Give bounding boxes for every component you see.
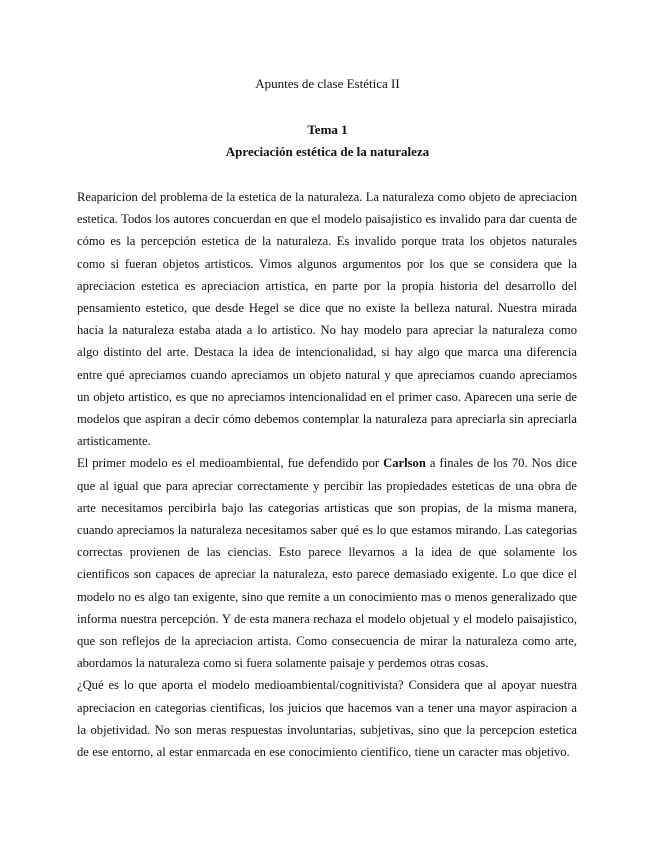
page-header: Apuntes de clase Estética II bbox=[255, 76, 400, 91]
author-name: Carlson bbox=[383, 456, 426, 471]
paragraph-2-rest: a finales de los 70. Nos dice que al igual que para apreciar correctamente y percibir las propiedades esteticas de una obra de arte necesitamos percibirla bajo las categorias artisticas que son propias, de la misma manera, cuando apreciamos la naturaleza necesitamos saber qué es lo que estamos mirando. Las categorias correctas provienen de las ciencias. Esto parece llevarnos a la idea de que solamente los cientificos son capaces de apreciar la naturaleza, esto parece demasiado exigente. Lo que dice el modelo no es algo tan exigente, sino que remite a un conocimiento mas o menos generalizado que informa nuestra percepción. Y de esta manera rechaza el modelo objetual y el modelo paisajistico, que son reflejos de la apreciacion artista. Como consecuencia de mirar la naturaleza como arte, abordamos la naturaleza como si fuera solamente paisaje y perdemos otras cosas. bbox=[77, 456, 577, 671]
paragraph-3: ¿Qué es lo que aporta el modelo medioambiental/cognitivista? Considera que al apoyar nuestra apreciacion en categorias cientificas, los juicios que hacemos van a tener una mayor aspiracion a la objetividad. No son meras respuestas involuntarias, subjetivas, sino que la percepcion estetica de ese entorno, al estar enmarcada en ese conocimiento cientifico, tiene un caracter mas objetivo. bbox=[77, 678, 577, 760]
paragraph-1: Reaparicion del problema de la estetica de la naturaleza. La naturaleza como objeto de apreciacion estetica. Todos los autores concuerdan en que el modelo paisajistico es invalido para dar cuenta de cómo es la percepción estetica de la naturaleza. Es invalido porque trata los objetos naturales como si fueran objetos artisticos. Vimos algunos argumentos por los que se considera que la apreciacion estetica es apreciacion artistica, en parte por la propia historia del desarrollo del pensamiento estetico, que desde Hegel se dice que no existe la belleza natural. Nuestra mirada hacia la naturaleza estaba atada a lo artistico. No hay modelo para apreciar la naturaleza como algo distinto del arte. Destaca la idea de intencionalidad, si hay algo que marca una diferencia entre qué apreciamos cuando apreciamos un objeto natural y que apreciamos cuando apreciamos un objeto artistico, es que no apreciamos intencionalidad en el primer caso. Aparecen una serie de modelos que aspiran a decir cómo debemos contemplar la naturaleza para apreciarla sin apreciarla artisticamente. bbox=[77, 190, 577, 449]
heading-block bbox=[0, 121, 655, 161]
section-number: Tema 1 bbox=[307, 122, 348, 137]
paragraph-2-start: El primer modelo es el medioambiental, fue defendido por bbox=[77, 456, 384, 471]
document-body bbox=[77, 186, 577, 763]
paragraph-2 bbox=[77, 452, 577, 674]
section-title: Apreciación estética de la naturaleza bbox=[225, 144, 430, 159]
